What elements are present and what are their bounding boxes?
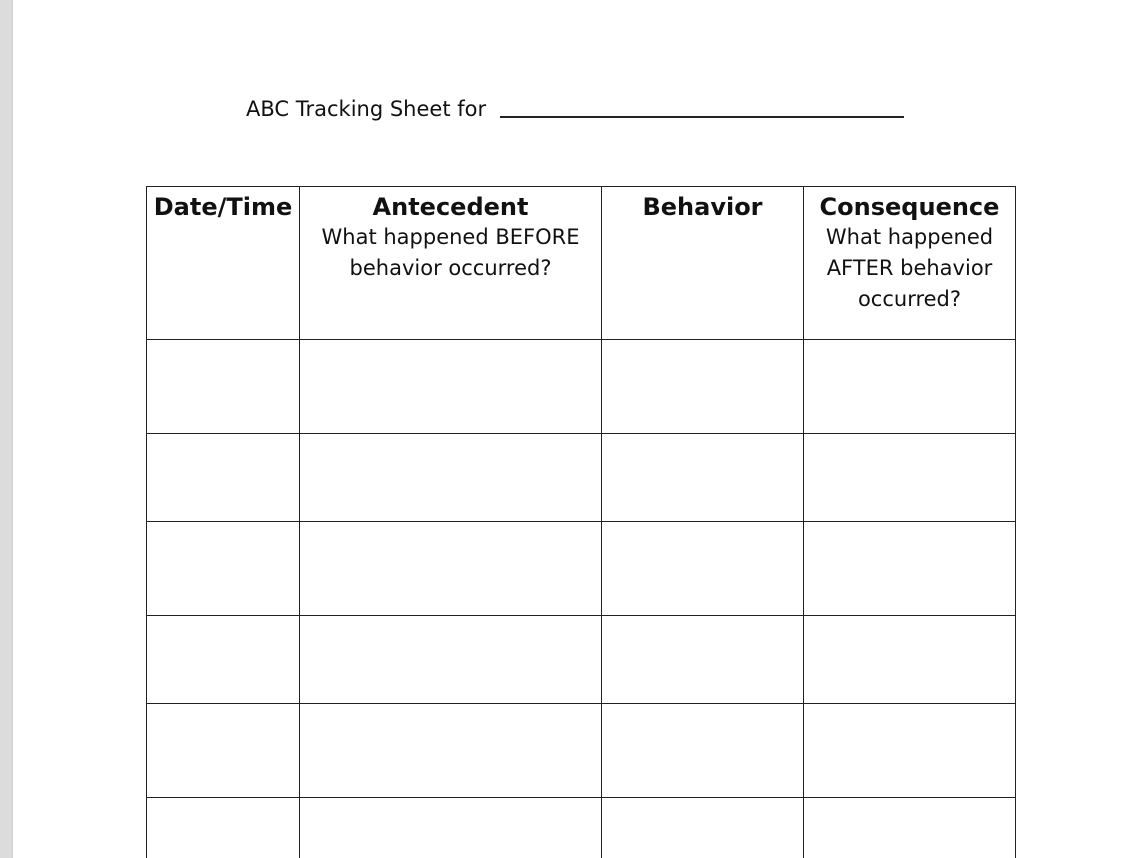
cell-consequence[interactable] (804, 522, 1016, 616)
table-row (147, 434, 1016, 522)
cell-antecedent[interactable] (300, 522, 602, 616)
header-date-time-title: Date/Time (153, 193, 293, 221)
table-row (147, 522, 1016, 616)
name-blank-line[interactable] (500, 116, 904, 118)
cell-consequence[interactable] (804, 798, 1016, 858)
cell-date-time[interactable] (147, 704, 300, 798)
cell-date-time[interactable] (147, 340, 300, 434)
cell-antecedent[interactable] (300, 340, 602, 434)
cell-date-time[interactable] (147, 616, 300, 704)
cell-date-time[interactable] (147, 434, 300, 522)
table-row (147, 798, 1016, 858)
cell-consequence[interactable] (804, 340, 1016, 434)
cell-date-time[interactable] (147, 798, 300, 858)
cell-antecedent[interactable] (300, 434, 602, 522)
header-antecedent-title: Antecedent (372, 193, 529, 221)
cell-consequence[interactable] (804, 704, 1016, 798)
table-row (147, 616, 1016, 704)
cell-behavior[interactable] (602, 616, 804, 704)
header-consequence-subtitle: What happened AFTER behavior occurred? (825, 225, 994, 311)
header-behavior-title: Behavior (642, 193, 763, 221)
header-date-time (147, 187, 300, 340)
cell-antecedent[interactable] (300, 798, 602, 858)
cell-antecedent[interactable] (300, 616, 602, 704)
header-consequence (804, 187, 1016, 340)
cell-consequence[interactable] (804, 616, 1016, 704)
viewer-margin (0, 0, 13, 858)
sheet-title: ABC Tracking Sheet for (246, 97, 487, 121)
header-antecedent (300, 187, 602, 340)
cell-date-time[interactable] (147, 522, 300, 616)
cell-behavior[interactable] (602, 798, 804, 858)
table-row (147, 340, 1016, 434)
cell-behavior[interactable] (602, 704, 804, 798)
table-header-row (147, 187, 1016, 340)
sheet-title-row (246, 92, 904, 122)
cell-consequence[interactable] (804, 434, 1016, 522)
cell-antecedent[interactable] (300, 704, 602, 798)
header-behavior (602, 187, 804, 340)
header-antecedent-subtitle: What happened BEFORE behavior occurred? (321, 225, 580, 280)
cell-behavior[interactable] (602, 522, 804, 616)
cell-behavior[interactable] (602, 434, 804, 522)
cell-behavior[interactable] (602, 340, 804, 434)
table-row (147, 704, 1016, 798)
header-consequence-title: Consequence (819, 193, 1000, 221)
abc-tracking-table (146, 186, 1016, 858)
